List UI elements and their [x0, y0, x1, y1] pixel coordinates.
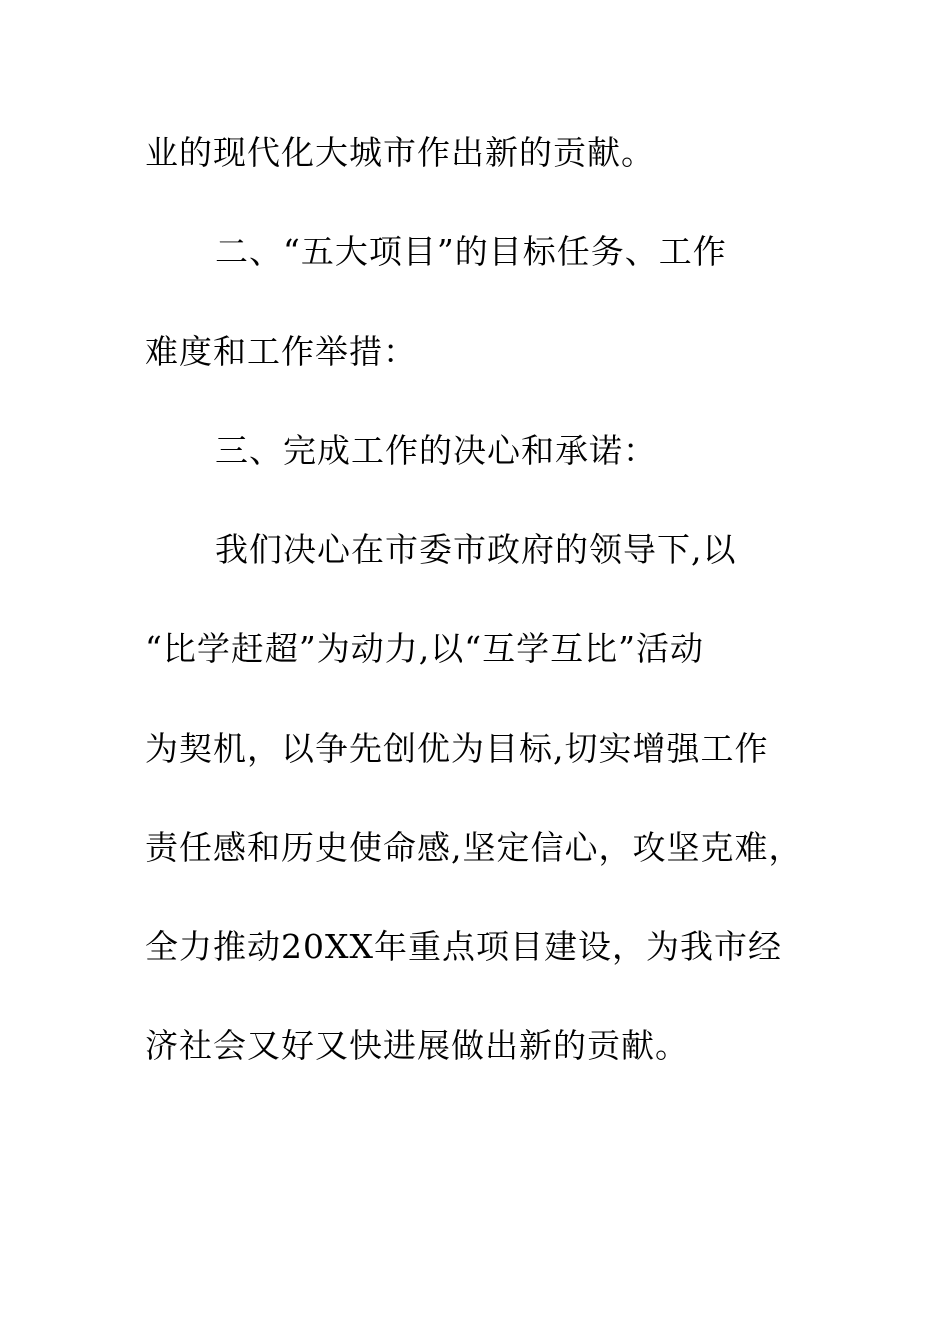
section-heading-3: 三、完成工作的决心和承诺： [215, 431, 657, 470]
text-line: 为契机，以争先创优为目标,切实增强工作 [145, 729, 769, 768]
text-line: 责任感和历史使命感,坚定信心，攻坚克难， [145, 828, 803, 867]
text-line: “比学赶超”为动力,以“互学互比”活动 [145, 629, 704, 668]
text-line: 我们决心在市委市政府的领导下,以 [215, 530, 737, 569]
text-line: 济社会又好又快进展做出新的贡献。 [145, 1026, 689, 1065]
text-line: 难度和工作举措： [145, 332, 417, 371]
text-line: 业的现代化大城市作出新的贡献。 [145, 133, 655, 172]
section-heading-2: 二、“五大项目”的目标任务、工作 [215, 232, 727, 271]
text-line: 全力推动20XX年重点项目建设，为我市经 [145, 927, 782, 966]
